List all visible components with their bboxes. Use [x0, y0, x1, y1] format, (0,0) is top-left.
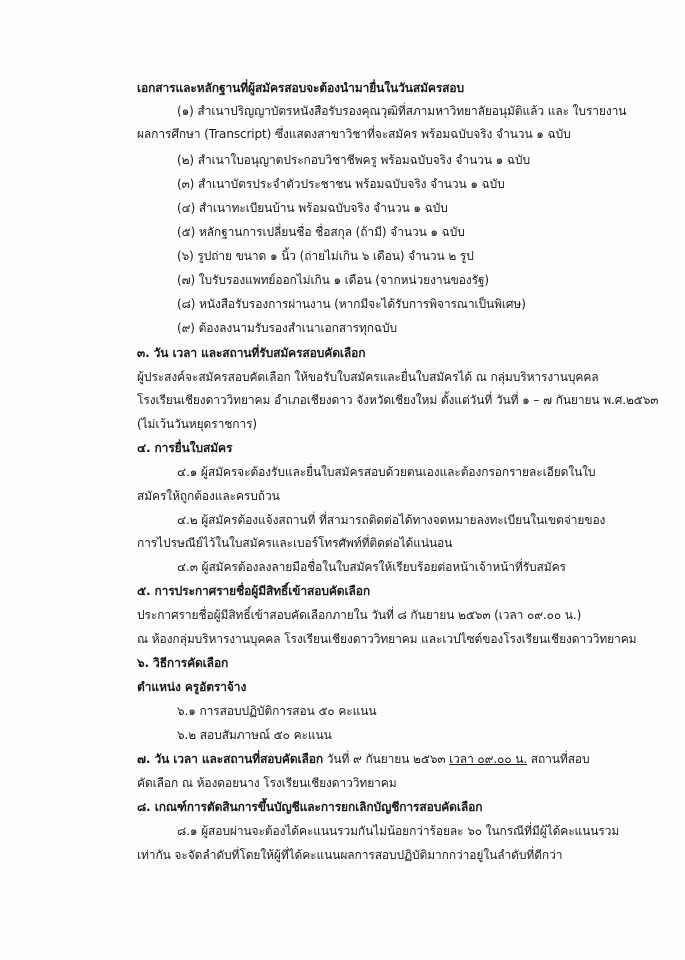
doc-item-1-line-1: (๑) สำเนาปริญญาบัตรหนังสือรับรองคุณวุฒิที่สภามหาวิทยาลัยอนุมัติแล้ว และ ใบรายงาน	[177, 104, 627, 118]
section-4-2-line-2: การไปรษณีย์ไว้ในใบสมัครและเบอร์โทรศัพท์ที่ติดต่อได้แน่นอน	[137, 536, 453, 550]
section-4-3: ๔.๓ ผู้สมัครต้องลงลายมือชื่อในใบสมัครให้เรียบร้อยต่อหน้าเจ้าหน้าที่รับสมัคร	[177, 560, 566, 574]
section-6-heading: ๖. วิธีการคัดเลือก	[137, 656, 229, 670]
doc-item-4: (๔) สำเนาทะเบียนบ้าน พร้อมฉบับจริง จำนวน ๑ ฉบับ	[177, 201, 448, 215]
section-6-position: ตำแหน่ง ครูอัตราจ้าง	[137, 680, 247, 694]
documents-heading: เอกสารและหลักฐานที่ผู้สมัครสอบจะต้องนำมายื่นในวันสมัครสอบ	[137, 81, 465, 95]
doc-item-3: (๓) สำเนาบัตรประจำตัวประชาชน พร้อมฉบับจริง จำนวน ๑ ฉบับ	[177, 177, 505, 191]
section-5-heading: ๕. การประกาศรายชื่อผู้มีสิทธิ์เข้าสอบคัดเลือก	[137, 584, 371, 598]
section-7-place-start: สถานที่สอบ	[530, 752, 590, 766]
section-7-heading: ๗. วัน เวลา และสถานที่สอบคัดเลือก	[137, 752, 324, 766]
section-4-1-line-2: สมัครให้ถูกต้องและครบถ้วน	[137, 489, 280, 503]
doc-item-8: (๘) หนังสือรับรองการผ่านงาน (หากมีจะได้รับการพิจารณาเป็นพิเศษ)	[177, 297, 526, 311]
section-3-heading: ๓. วัน เวลา และสถานที่รับสมัครสอบคัดเลือก	[137, 346, 366, 360]
section-8-1-line-1: ๘.๑ ผู้สอบผ่านจะต้องได้คะแนนรวมกันไม่น้อยกว่าร้อยละ ๖๐ ในกรณีที่มีผู้ได้คะแนนรวม	[177, 824, 620, 838]
section-4-2-line-1: ๔.๒ ผู้สมัครต้องแจ้งสถานที่ ที่สามารถติดต่อได้ทางจดหมายลงทะเบียนในเขตจ่ายของ	[177, 513, 606, 527]
section-5-line-1: ประกาศรายชื่อผู้มีสิทธิ์เข้าสอบคัดเลือกภายใน วันที่ ๘ กันยายน ๒๕๖๓ (เวลา ๐๙.๐๐ น.)	[137, 608, 582, 622]
section-4-heading: ๔. การยื่นใบสมัคร	[137, 441, 233, 455]
doc-item-9: (๙) ต้องลงนามรับรองสำเนาเอกสารทุกฉบับ	[177, 321, 398, 335]
section-7-line-1	[137, 751, 590, 767]
doc-item-7: (๗) ใบรับรองแพทย์ออกไม่เกิน ๑ เดือน (จากหน่วยงานของรัฐ)	[177, 273, 490, 287]
section-8-heading: ๘. เกณฑ์การตัดสินการขึ้นบัญชีและการยกเลิกบัญชีการสอบคัดเลือก	[137, 800, 483, 814]
section-3-line-1: ผู้ประสงค์จะสมัครสอบคัดเลือก ให้ขอรับใบสมัครและยื่นใบสมัครได้ ณ กลุ่มบริหารงานบุคคล	[137, 370, 599, 384]
doc-item-5: (๕) หลักฐานการเปลี่ยนชื่อ ชื่อสกุล (ถ้ามี) จำนวน ๑ ฉบับ	[177, 225, 465, 239]
section-6-item-1: ๖.๑ การสอบปฏิบัติการสอน ๕๐ คะแนน	[177, 704, 377, 718]
doc-item-2: (๒) สำเนาใบอนุญาตประกอบวิชาชีพครู พร้อมฉบับจริง จำนวน ๑ ฉบับ	[177, 153, 530, 167]
section-3-line-2: โรงเรียนเชียงดาววิทยาคม อำเภอเชียงดาว จังหวัดเชียงใหม่ ตั้งแต่วันที่ วันที่ ๑ – ๗ กันยายน พ.ศ.๒๕๖๓	[137, 393, 659, 407]
section-3-line-3: (ไม่เว้นวันหยุดราชการ)	[137, 417, 258, 431]
section-6-item-2: ๖.๒ สอบสัมภาษณ์ ๕๐ คะแนน	[177, 728, 332, 742]
doc-item-1-line-2: ผลการศึกษา (Transcript) ซึ่งแสดงสาขาวิชาที่จะสมัคร พร้อมฉบับจริง จำนวน ๑ ฉบับ	[137, 127, 571, 141]
section-8-1-line-2: เท่ากัน จะจัดลำดับที่โดยให้ผู้ที่ได้คะแนนผลการสอบปฏิบัติมากกว่าอยู่ในลำดับที่ดีกว่า	[137, 848, 563, 862]
section-7-time: เวลา ๐๙.๐๐ น.	[449, 752, 528, 766]
section-5-line-2: ณ ห้องกลุ่มบริหารงานบุคคล โรงเรียนเชียงดาววิทยาคม และเวปไซต์ของโรงเรียนเชียงดาววิทยาคม	[137, 632, 637, 646]
section-7-date: วันที่ ๙ กันยายน ๒๕๖๓	[326, 752, 446, 766]
section-7-line-2: คัดเลือก ณ ห้องดอยนาง โรงเรียนเชียงดาววิทยาคม	[137, 776, 397, 790]
doc-item-6: (๖) รูปถ่าย ขนาด ๑ นิ้ว (ถ่ายไม่เกิน ๖ เดือน) จำนวน ๒ รูป	[177, 249, 474, 263]
section-4-1-line-1: ๔.๑ ผู้สมัครจะต้องรับและยื่นใบสมัครสอบด้วยตนเองและต้องกรอกรายละเอียดในใบ	[177, 465, 596, 479]
